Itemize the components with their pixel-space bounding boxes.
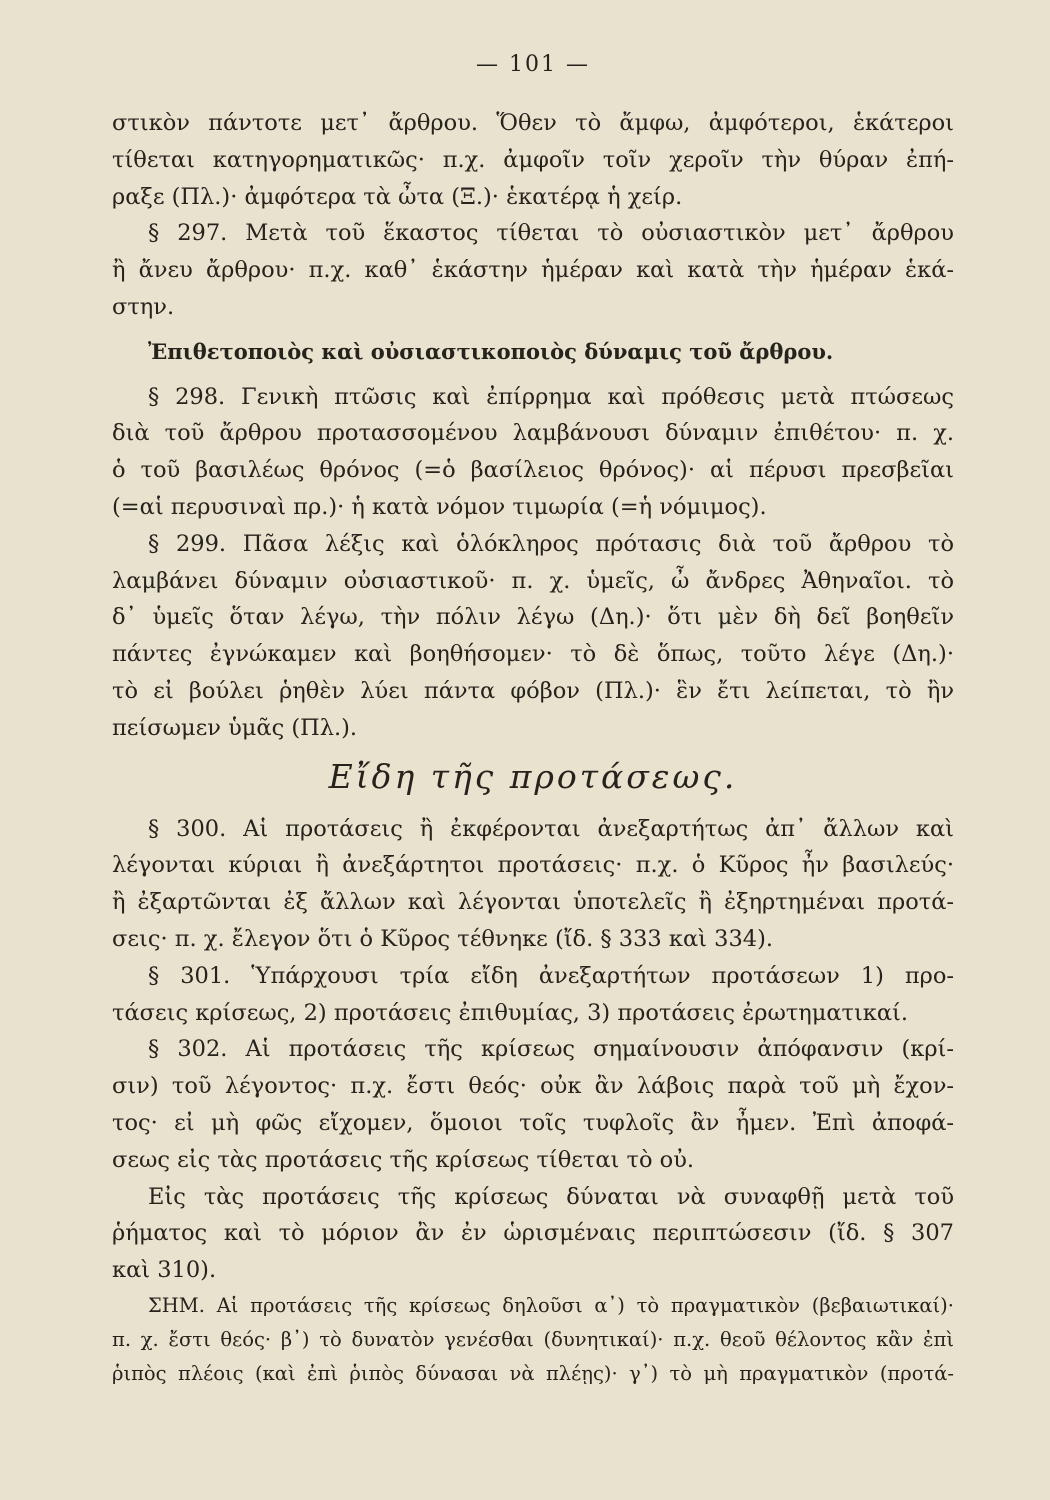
text-line: στην. — [112, 293, 175, 320]
text-line: ῥήματος καὶ τὸ μόριον ἂν ἐν ὡρισμέναις περιπτώσεσιν (ἴδ. § 307 — [112, 1220, 954, 1247]
text-line: λαμβάνει δύναμιν οὐσιαστικοῦ· π. χ. ὑμεῖς, ὦ ἄνδρες Ἀθηναῖοι. τὸ — [112, 567, 954, 594]
paragraph-298-start: § 298. Γενικὴ πτῶσις καὶ ἐπίρρημα καὶ πρόθεσις μετὰ πτώσεως — [148, 383, 954, 410]
text-line: σεως εἰς τὰς προτάσεις τῆς κρίσεως τίθεται τὸ οὐ. — [112, 1146, 695, 1173]
text-line: τος· εἰ μὴ φῶς εἴχομεν, ὅμοιοι τοῖς τυφλοῖς ἂν ἦμεν. Ἐπὶ ἀποφά- — [112, 1109, 954, 1136]
text-line: πείσωμεν ὑμᾶς (Πλ.). — [112, 714, 358, 741]
note-line: π. χ. ἔστι θεός· β᾽) τὸ δυνατὸν γενέσθαι (δυνητικαί)· π.χ. θεοῦ θέλοντος κἂν ἐπὶ — [112, 1327, 954, 1351]
note-line: ΣΗΜ. Αἱ προτάσεις τῆς κρίσεως δηλοῦσι α᾽) τὸ πραγματικὸν (βεβαιωτικαί)· — [148, 1293, 954, 1317]
note-line: ῥιπὸς πλέοις (καὶ ἐπὶ ῥιπὸς δύνασαι νὰ πλέῃς)· γ᾽) τὸ μὴ πραγματικὸν (προτά- — [112, 1361, 954, 1385]
text-line: ἢ ἐξαρτῶνται ἐξ ἄλλων καὶ λέγονται ὑποτελεῖς ἢ ἐξηρτημέναι προτά- — [112, 889, 954, 916]
paragraph-297-start: § 297. Μετὰ τοῦ ἕκαστος τίθεται τὸ οὐσιαστικὸν μετ᾽ ἄρθρου — [148, 220, 954, 247]
text-line: σεις· π. χ. ἔλεγον ὅτι ὁ Κῦρος τέθνηκε (ἴδ. § 333 καὶ 334). — [112, 925, 774, 952]
text-line: ὁ τοῦ βασιλέως θρόνος (=ὁ βασίλειος θρόνος)· αἱ πέρυσι πρεσβεῖαι — [112, 457, 954, 484]
paragraph-302-continuation: Εἰς τὰς προτάσεις τῆς κρίσεως δύναται νὰ συναφθῇ μετὰ τοῦ — [148, 1183, 954, 1210]
text-line: διὰ τοῦ ἄρθρου προτασσομένου λαμβάνουσι δύναμιν ἐπιθέτου· π. χ. — [112, 420, 954, 447]
paragraph-302-start: § 302. Αἱ προτάσεις τῆς κρίσεως σημαίνουσιν ἀπόφανσιν (κρί- — [148, 1036, 954, 1063]
text-line: στικὸν πάντοτε μετ᾽ ἄρθρου. Ὅθεν τὸ ἄμφω, ἀμφότεροι, ἑκάτεροι — [112, 110, 954, 136]
text-line: τίθεται κατηγορηματικῶς· π.χ. ἀμφοῖν τοῖν χεροῖν τὴν θύραν ἐπή- — [112, 146, 954, 173]
text-line: (=αἱ περυσιναὶ πρ.)· ἡ κατὰ νόμον τιμωρία (=ἡ νόμιμος). — [112, 493, 767, 520]
paragraph-300-start: § 300. Αἱ προτάσεις ἢ ἐκφέρονται ἀνεξαρτήτως ἀπ᾽ ἄλλων καὶ — [148, 815, 954, 842]
text-line: ραξε (Πλ.)· ἀμφότερα τὰ ὦτα (Ξ.)· ἑκατέρᾳ ἡ χείρ. — [112, 183, 683, 210]
text-line: ἢ ἄνευ ἄρθρου· π.χ. καθ᾽ ἑκάστην ἡμέραν καὶ κατὰ τὴν ἡμέραν ἑκά- — [112, 257, 954, 284]
text-line: τάσεις κρίσεως, 2) προτάσεις ἐπιθυμίας, 3) προτάσεις ἐρωτηματικαί. — [112, 999, 909, 1026]
paragraph-299-start: § 299. Πᾶσα λέξις καὶ ὁλόκληρος πρότασις διὰ τοῦ ἄρθρου τὸ — [148, 530, 954, 557]
text-line: τὸ εἰ βούλει ῥηθὲν λύει πάντα φόβον (Πλ.)· ἓν ἔτι λείπεται, τὸ ἢν — [112, 677, 954, 704]
paragraph-301-start: § 301. Ὑπάρχουσι τρία εἴδη ἀνεξαρτήτων προτάσεων 1) προ- — [148, 962, 954, 989]
text-line: δ᾽ ὑμεῖς ὅταν λέγω, τὴν πόλιν λέγω (Δη.)· ὅτι μὲν δὴ δεῖ βοηθεῖν — [112, 604, 954, 631]
text-line: λέγονται κύριαι ἢ ἀνεξάρτητοι προτάσεις· π.χ. ὁ Κῦρος ἦν βασιλεύς· — [112, 852, 954, 879]
section-title-kinds-of-sentence: Εἴδη τῆς προτάσεως. — [328, 756, 738, 796]
text-line: πάντες ἐγνώκαμεν καὶ βοηθήσομεν· τὸ δὲ ὅπως, τοῦτο λέγε (Δη.)· — [112, 641, 954, 668]
section-heading-article-power: Ἐπιθετοποιὸς καὶ οὐσιαστικοποιὸς δύναμις τοῦ ἄρθρου. — [148, 338, 834, 364]
text-line: καὶ 310). — [112, 1257, 217, 1284]
page-number: — 101 — — [476, 52, 590, 77]
text-line: σιν) τοῦ λέγοντος· π.χ. ἔστι θεός· οὐκ ἂν λάβοις παρὰ τοῦ μὴ ἔχον- — [112, 1073, 954, 1100]
